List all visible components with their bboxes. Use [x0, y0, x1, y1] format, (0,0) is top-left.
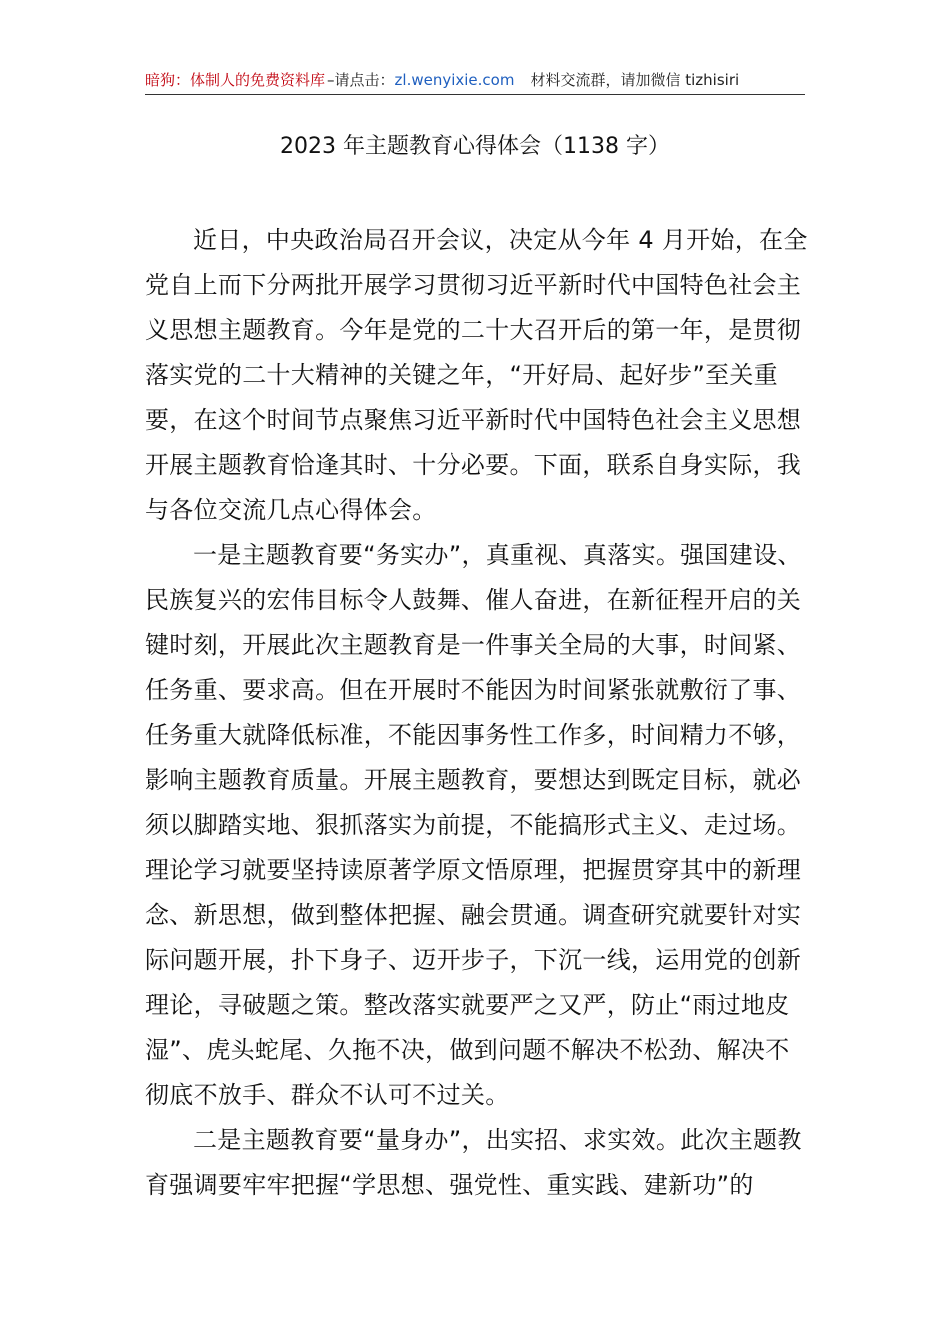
- header-prompt-text: –请点击：: [327, 71, 395, 89]
- document-title: 2023 年主题教育心得体会（1138 字）: [280, 134, 670, 159]
- paragraph: 二是主题教育要“量身办”，出实招、求实效。此次主题教育强调要牢牢把握“学思想、强党性、重实践、建新功”的: [145, 1126, 802, 1199]
- header-contact-text: 材料交流群，请加微信 tizhisiri: [530, 71, 740, 89]
- paragraph: 一是主题教育要“务实办”，真重视、真落实。强国建设、民族复兴的宏伟目标令人鼓舞、催人奋进，在新征程开启的关键时刻，开展此次主题教育是一件事关全局的大事，时间紧、任务重、要求高。但在开展时不能因为时间紧张就敷衍了事、任务重大就降低标准，不能因事务性工作多，时间精力不够，影响主题教育质量。开展主题教育，要想达到既定目标，就必须以脚踏实地、狠抓落实为前提，不能搞形式主义、走过场。理论学习就要坚持读原著学原文悟原理，把握贯穿其中的新理念、新思想，做到整体把握、融会贯通。调查研究就要针对实际问题开展，扑下身子、迈开步子，下沉一线，运用党的创新理论，寻破题之策。整改落实就要严之又严，防止“雨过地皮湿”、虎头蛇尾、久拖不决，做到问题不解决不松劲、解决不彻底不放手、群众不认可不过关。: [145, 541, 802, 1109]
- paragraph: 近日，中央政治局召开会议，决定从今年 4 月开始，在全党自上而下分两批开展学习贯彻习近平新时代中国特色社会主义思想主题教育。今年是党的二十大召开后的第一年，是贯彻落实党的二十大精神的关键之年，“开好局、起好步”至关重要，在这个时间节点聚焦习近平新时代中国特色社会主义思想开展主题教育恰逢其时、十分必要。下面，联系自身实际，我与各位交流几点心得体会。: [145, 226, 808, 524]
- page-header: [145, 66, 805, 95]
- header-promo-text: 暗狗：体制人的免费资料库: [145, 71, 326, 89]
- document-body: [145, 218, 813, 1208]
- header-link[interactable]: zl.wenyixie.com: [394, 71, 515, 89]
